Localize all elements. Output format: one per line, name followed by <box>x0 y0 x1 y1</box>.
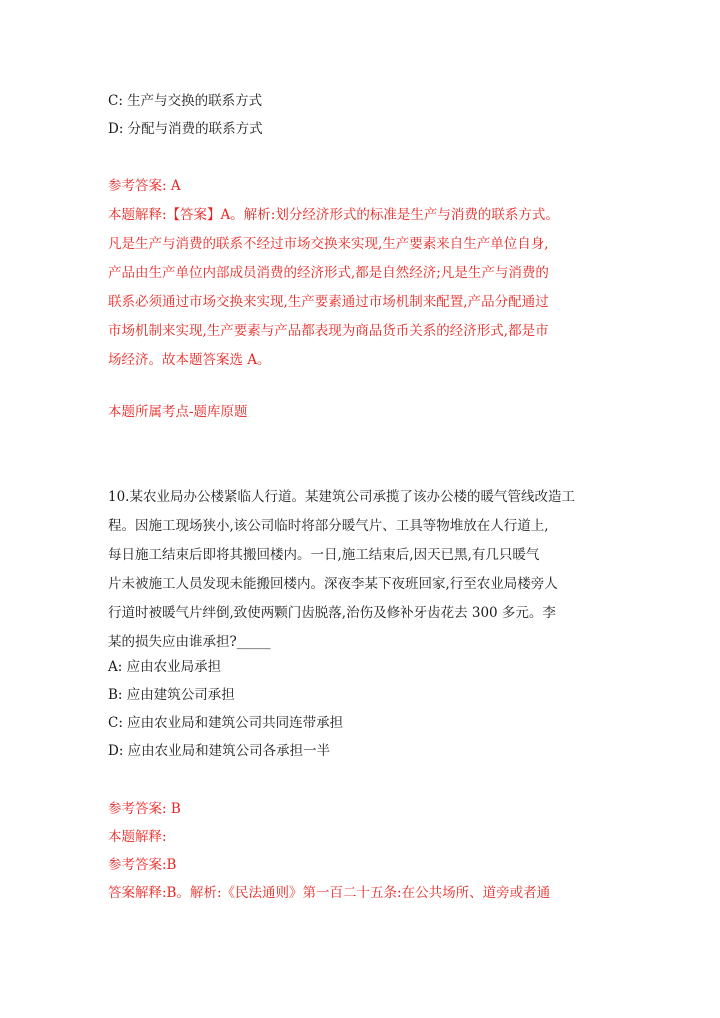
q9-explanation-line: 凡是生产与消费的联系不经过市场交换来实现,生产要素来自生产单位自身, <box>108 236 549 252</box>
q9-explanation <box>108 201 606 375</box>
q10-option-d: D: 应由农业局和建筑公司各承担一半 <box>108 743 331 759</box>
q9-explanation-line: 联系必须通过市场交换来实现,生产要素通过市场机制来配置,产品分配通过 <box>108 294 549 310</box>
q10-stem-line: 每日施工结束后即将其搬回楼内。一日,施工结束后,因天已黑,有几只暖气 <box>108 547 540 563</box>
q10-explanation: 答案解释:B。解析:《民法通则》第一百二十五条:在公共场所、道旁或者通 <box>108 885 551 901</box>
q10-stem-line: 某的损失应由谁承担?_____ <box>108 634 271 650</box>
q9-explanation-line: 产品由生产单位内部成员消费的经济形式,都是自然经济;凡是生产与消费的 <box>108 265 549 281</box>
q9-answer: 参考答案: A <box>108 178 181 194</box>
q10-stem <box>108 483 606 657</box>
q9-explanation-line: 本题解释:【答案】A。解析:划分经济形式的标准是生产与消费的联系方式。 <box>108 207 559 223</box>
q9-option-d: D: 分配与消费的联系方式 <box>108 121 263 137</box>
q10-answer: 参考答案: B <box>108 801 181 817</box>
q10-stem-line: 程。因施工现场狭小,该公司临时将部分暖气片、工具等物堆放在人行道上, <box>108 518 549 534</box>
q10-option-b: B: 应由建筑公司承担 <box>108 687 235 703</box>
q9-explanation-line: 市场机制来实现,生产要素与产品都表现为商品货币关系的经济形式,都是市 <box>108 323 549 339</box>
q9-option-c: C: 生产与交换的联系方式 <box>108 93 263 109</box>
q10-stem-line: 10.某农业局办公楼紧临人行道。某建筑公司承揽了该办公楼的暖气管线改造工 <box>108 489 575 505</box>
q10-option-c: C: 应由农业局和建筑公司共同连带承担 <box>108 715 344 731</box>
q10-option-a: A: 应由农业局承担 <box>108 659 222 675</box>
q10-stem-line: 片未被施工人员发现未能搬回楼内。深夜李某下夜班回家,行至农业局楼旁人 <box>108 576 558 592</box>
q9-category: 本题所属考点-题库原题 <box>108 404 248 420</box>
q10-stem-line: 行道时被暖气片绊倒,致使两颗门齿脱落,治伤及修补牙齿花去 300 多元。李 <box>108 605 556 621</box>
q10-explanation-label: 本题解释: <box>108 829 167 845</box>
q9-explanation-line: 场经济。故本题答案选 A。 <box>108 352 271 368</box>
q10-answer-repeat: 参考答案:B <box>108 857 177 873</box>
